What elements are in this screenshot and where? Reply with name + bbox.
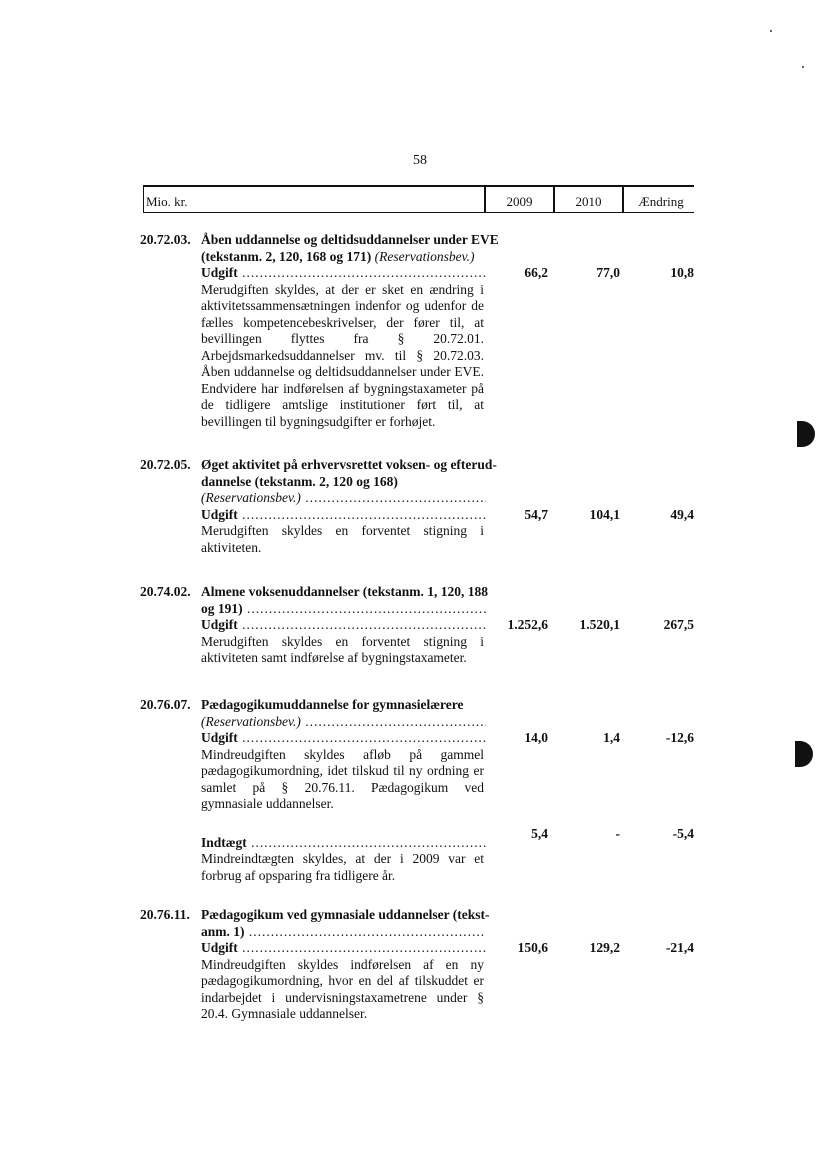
item-title-line: (tekstanm. 2, 120, 168 og 171) <box>201 248 372 264</box>
row-label-indtaegt: Indtægt ..... <box>201 835 486 852</box>
reservation-note: (Reservationsbev.) ..... <box>201 714 486 731</box>
value-2009: 1.252,6 <box>507 617 548 632</box>
item-title-line: Åben uddannelse og deltidsuddannelser under EVE <box>201 232 499 247</box>
item-number: 20.76.11. <box>140 907 190 922</box>
binder-hole-mark <box>795 741 813 767</box>
column-header-change: Ændring <box>623 185 694 213</box>
column-header-2010: 2010 <box>554 185 623 213</box>
item-description <box>201 232 501 430</box>
value-2009: 66,2 <box>524 265 548 280</box>
row-label-udgift: Udgift ..... <box>201 617 486 634</box>
value-change: 267,5 <box>663 617 694 632</box>
item-description <box>201 584 501 667</box>
item-explanation: Mindreudgiften skyldes indførelsen af en ny pædagogikumordning, hvor en del af tilskuddet er indarbejdet i undervisningstaxametrene under § 20.4. Gymnasiale uddannelser. <box>201 956 484 1021</box>
binder-hole-mark <box>797 421 815 447</box>
item-explanation: Mindreudgiften skyldes afløb på gammel pædagogikumordning, idet tilskud til ny ordning er samlet på § 20.76.11. Pædagogikum ved gymnasiale uddannelser. <box>201 746 484 811</box>
row-label-udgift: Udgift ..... <box>201 507 486 524</box>
income-value-2009: 5,4 <box>531 826 548 841</box>
value-2010: 77,0 <box>596 265 620 280</box>
item-number: 20.72.05. <box>140 457 191 472</box>
item-title-line: Pædagogikum ved gymnasiale uddannelser (tekst- <box>201 907 490 922</box>
item-title-line: og 191) ..... <box>201 601 486 618</box>
value-2010: 1.520,1 <box>579 617 620 632</box>
unit-header: Mio. kr. <box>143 185 485 213</box>
income-value-2010: - <box>615 826 620 841</box>
item-number: 20.74.02. <box>140 584 191 599</box>
item-explanation-income: Mindreindtægten skyldes, at der i 2009 var et forbrug af opsparing fra tidligere år. <box>201 851 484 883</box>
scan-speck <box>770 30 772 32</box>
item-explanation: Merudgiften skyldes en forventet stigning i aktiviteten. <box>201 523 484 555</box>
item-explanation: Merudgiften skyldes, at der er sket en ændring i aktivitetssammensætningen indenfor og udenfor de fælles kompetencebeskrivelser, der fører til, at bevillingen flyttes fra § 20.72.01. Arbejdsmarkedsuddannelser mv. til § 20.72.03. Åben uddannelse og deltidsuddannelser under EVE. Endvidere har indførelsen af bygningstaxameter på de tidligere amtslige institutioner ført til, at bevillingen til bygningsudgifter er forhøjet. <box>201 281 484 429</box>
value-2009: 14,0 <box>524 730 548 745</box>
item-description <box>201 907 501 1023</box>
item-title-row <box>201 249 501 266</box>
value-change: 49,4 <box>670 507 694 522</box>
row-label-udgift: Udgift ..... <box>201 265 486 282</box>
item-number: 20.76.07. <box>140 697 191 712</box>
income-value-change: -5,4 <box>672 826 694 841</box>
row-label-udgift: Udgift ..... <box>201 730 486 747</box>
value-2009: 54,7 <box>524 507 548 522</box>
value-2010: 129,2 <box>589 940 620 955</box>
item-description <box>201 457 501 556</box>
page-number: 58 <box>413 153 427 168</box>
item-title-line: dannelse (tekstanm. 2, 120 og 168) <box>201 473 398 489</box>
reservation-note: (Reservationsbev.) ..... <box>201 490 486 507</box>
item-explanation: Merudgiften skyldes en forventet stigning i aktiviteten samt indførelse af bygningstaxameter. <box>201 633 484 665</box>
item-title-line: Øget aktivitet på erhvervsrettet voksen- og efterud- <box>201 457 497 472</box>
item-description <box>201 697 501 884</box>
scan-speck <box>802 66 804 68</box>
column-header-2009: 2009 <box>485 185 554 213</box>
value-change: 10,8 <box>670 265 694 280</box>
row-label-udgift: Udgift ..... <box>201 940 486 957</box>
value-2010: 104,1 <box>589 507 620 522</box>
item-number: 20.72.03. <box>140 232 191 247</box>
reservation-note: (Reservationsbev.) <box>374 248 475 264</box>
value-2010: 1,4 <box>603 730 620 745</box>
value-2009: 150,6 <box>517 940 548 955</box>
item-title-line: anm. 1) ..... <box>201 924 486 941</box>
item-title-line: Almene voksenuddannelser (tekstanm. 1, 120, 188 <box>201 584 489 599</box>
item-title-line: Pædagogikumuddannelse for gymnasielærere <box>201 697 464 712</box>
value-change: -21,4 <box>665 940 694 955</box>
value-change: -12,6 <box>665 730 694 745</box>
